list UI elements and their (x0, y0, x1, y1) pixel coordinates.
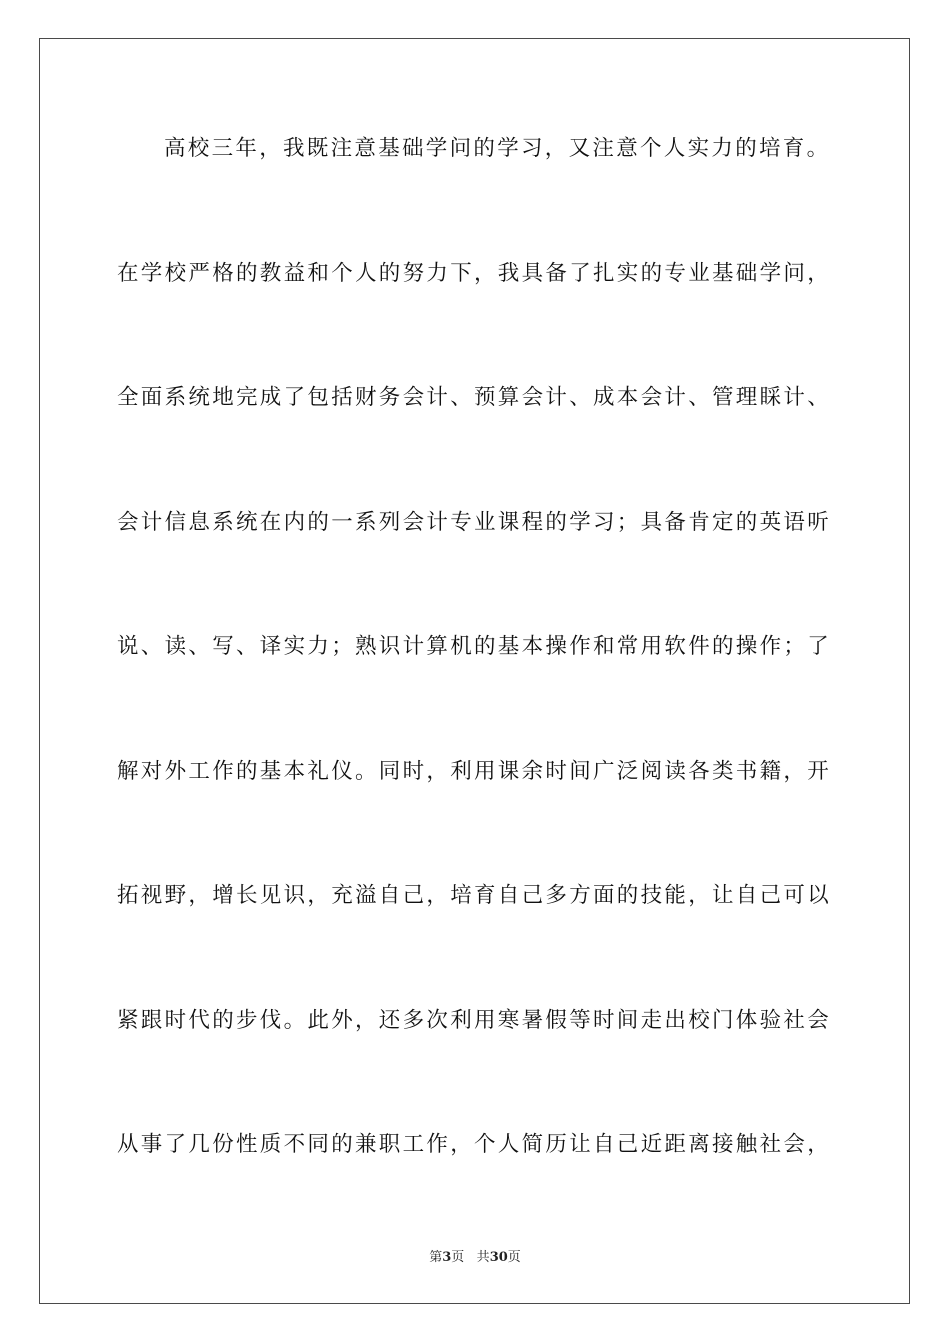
text-line-2: 在学校严格的教益和个人的努力下，我具备了扎实的专业基础学问， (117, 260, 832, 286)
page-number: 3 (442, 1250, 452, 1265)
text-line-9: 从事了几份性质不同的兼职工作，个人简历让自己近距离接触社会， (117, 1132, 832, 1157)
body-text (117, 123, 837, 1244)
page-suffix: 页 (451, 1250, 465, 1265)
total-pages: 30 (489, 1250, 508, 1265)
text-line-6: 解对外工作的基本礼仪。同时，利用课余时间广泛阅读各类书籍，开 (117, 758, 832, 784)
text-line-5: 说、读、写、译实力；熟识计算机的基本操作和常用软件的操作；了 (117, 634, 832, 659)
text-line-4: 会计信息系统在内的一系列会计专业课程的学习；具备肯定的英语听 (117, 509, 832, 535)
text-line-7: 拓视野，增长见识，充溢自己，培育自己多方面的技能，让自己可以 (117, 883, 832, 908)
total-suffix: 页 (507, 1250, 521, 1265)
page-footer (0, 1246, 950, 1265)
total-prefix: 共 (476, 1250, 490, 1265)
text-line-3: 全面系统地完成了包括财务会计、预算会计、成本会计、管理睬计、 (117, 385, 832, 410)
text-line-1: 高校三年，我既注意基础学问的学习，又注意个人实力的培育。 (164, 136, 831, 161)
text-line-8: 紧跟时代的步伐。此外，还多次利用寒暑假等时间走出校门体验社会 (117, 1007, 832, 1033)
page-prefix: 第 (429, 1250, 443, 1265)
